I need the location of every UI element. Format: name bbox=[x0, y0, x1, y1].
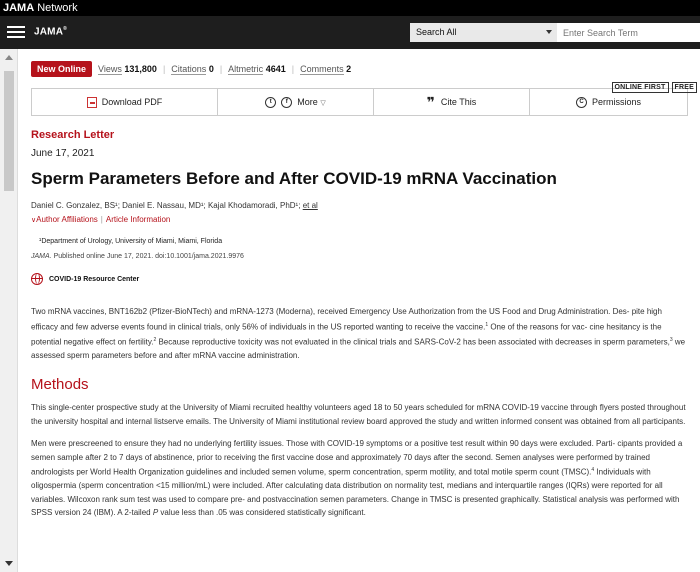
twitter-icon[interactable]: t bbox=[265, 97, 276, 108]
scrollbar-thumb[interactable] bbox=[4, 71, 14, 191]
search-scope-label: Search All bbox=[416, 27, 457, 37]
scroll-down-arrow-icon[interactable] bbox=[5, 561, 13, 566]
article-type: Research Letter bbox=[31, 129, 115, 141]
menu-icon[interactable] bbox=[7, 26, 25, 39]
article-content bbox=[31, 60, 691, 520]
search-bar bbox=[410, 23, 700, 42]
article-tags bbox=[612, 82, 698, 93]
chevron-down-icon: ▽ bbox=[320, 100, 326, 107]
et-al-link[interactable]: et al bbox=[302, 201, 318, 210]
article-toolbar bbox=[31, 88, 688, 116]
covid-resource-center-link[interactable]: COVID-19 Resource Center bbox=[31, 273, 691, 285]
share-group bbox=[218, 89, 374, 115]
publication-date: June 17, 2021 bbox=[31, 148, 95, 159]
quote-icon: ❞ bbox=[426, 94, 435, 110]
comments-metric[interactable]: Comments 2 bbox=[300, 64, 352, 74]
pdf-icon bbox=[87, 97, 97, 108]
views-metric[interactable]: Views 131,800 bbox=[98, 64, 157, 74]
affiliation-links: ∨Author Affiliations | Article Information bbox=[31, 215, 171, 224]
article-information-link[interactable]: Article Information bbox=[105, 215, 171, 224]
author-list: Daniel C. Gonzalez, BS¹; Daniel E. Nassau, MD¹; Kajal Khodamoradi, PhD¹; et al bbox=[31, 201, 318, 210]
new-online-badge: New Online bbox=[31, 61, 92, 77]
author-affiliations-toggle[interactable]: ∨Author Affiliations bbox=[31, 215, 98, 224]
jama-logo[interactable]: JAMA® bbox=[34, 26, 68, 38]
facebook-icon[interactable]: f bbox=[281, 97, 292, 108]
methods-paragraph-1: This single-center prospective study at the University of Miami recruited healthy volunteers aged 18 to 50 years scheduled for mRNA COVID-19 vaccine through flyers posted throughout the university hospital and internal listserve emails. The University of Miami institutional review board approved the study and written informed consent was obtained from all participants. bbox=[31, 403, 686, 426]
scrollbar[interactable] bbox=[0, 49, 18, 572]
ref-link[interactable]: 3 bbox=[669, 336, 673, 343]
ref-link[interactable]: 1 bbox=[485, 321, 489, 328]
article-title: Sperm Parameters Before and After COVID-19 mRNA Vaccination bbox=[31, 169, 557, 188]
permissions-button[interactable]: C Permissions bbox=[530, 89, 687, 115]
ref-link[interactable]: 2 bbox=[153, 336, 157, 343]
more-share-button[interactable]: More ▽ bbox=[297, 97, 326, 107]
search-scope-select[interactable] bbox=[410, 23, 557, 42]
globe-icon bbox=[31, 273, 43, 285]
network-bar[interactable] bbox=[0, 0, 700, 16]
search-input[interactable] bbox=[557, 23, 700, 42]
copyright-icon: C bbox=[576, 97, 587, 108]
affiliation-text: ¹Department of Urology, University of Miami, Miami, Florida bbox=[39, 238, 223, 245]
free-tag: FREE bbox=[672, 82, 697, 93]
chevron-down-icon bbox=[546, 30, 552, 34]
chevron-down-icon: ∨ bbox=[31, 217, 37, 224]
network-suffix: Network bbox=[34, 2, 78, 14]
methods-heading: Methods bbox=[31, 376, 89, 394]
article-metrics: New Online Views 131,800 | Citations 0 | Altmetric 4641 | Comments 2 bbox=[31, 60, 691, 78]
intro-paragraph: Two mRNA vaccines, BNT162b2 (Pfizer-BioNTech) and mRNA-1273 (Moderna), received Emergency Use Authorization from the US Food and Drug Administration. Des- pite high efficacy and few adverse events found in clinical trials, only 56% of individuals in the US reported wanting to receive the vaccine.$^1$ One of the reasons for vac- cine hesitancy is the potential negative effect on fertility.$^2$ Because reproductive toxicity was not evaluated in the clinical trials and SARS-CoV-2 has been associated with decreases in sperm parameters,$^3$ we assessed sperm parameters before and after mRNA vaccine administration. bbox=[31, 307, 686, 360]
ref-link[interactable]: 4 bbox=[591, 467, 595, 474]
online-first-tag: ONLINE FIRST bbox=[612, 82, 669, 93]
scroll-up-arrow-icon[interactable] bbox=[5, 55, 13, 60]
citations-metric[interactable]: Citations 0 bbox=[171, 64, 214, 74]
cite-this-button[interactable]: ❞ Cite This bbox=[374, 89, 530, 115]
citation-line: JAMA. Published online June 17, 2021. doi:10.1001/jama.2021.9976 bbox=[31, 253, 244, 260]
network-brand: JAMA bbox=[3, 2, 35, 14]
methods-paragraph-2: Men were prescreened to ensure they had no underlying fertility issues. Those with COVID-19 symptoms or a positive test result within 90 days were excluded. Parti- cipants provided a semen sample after 2 to 7 days of abstinence, prior to receiving the first vaccine dose and approximately 70 days after the second. Semen analyses were performed by trained andrologists per World Health Organization guidelines and included semen volume, sperm concentration, sperm motility, and total motile sperm count (TMSC).$^4$ Individuals with oligospermia (sperm concentration <15 million/mL) were included. After calculating data distribution on normality test, medians and interquartile ranges (IQRs) were reported for all variables. Wilcoxon rank sum test was used to compare pre- and postvaccination semen parameters. Change in TMSC is presented graphically. Statistical analysis was performed with SPSS version 24 (IBM). A 2-tailed P value less than .05 was considered statistically significant. bbox=[31, 439, 683, 518]
download-pdf-button[interactable]: Download PDF bbox=[32, 89, 218, 115]
altmetric-metric[interactable]: Altmetric 4641 bbox=[228, 64, 286, 74]
